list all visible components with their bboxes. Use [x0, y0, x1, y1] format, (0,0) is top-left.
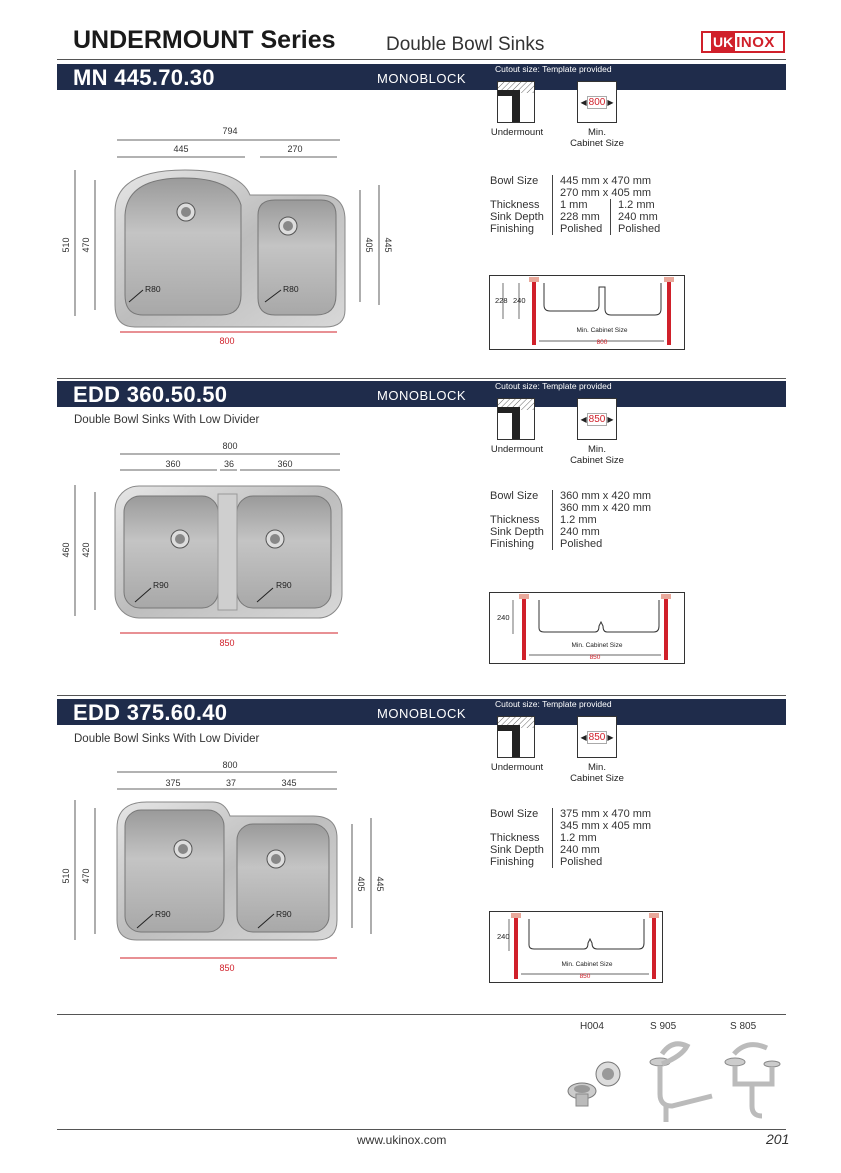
cabinet-size-label: Cabinet Size: [570, 773, 624, 784]
dim-overall-width: 794: [222, 126, 238, 136]
section-depth-right: 240: [497, 932, 510, 941]
undermount-icon: [497, 398, 535, 440]
undermount-icon: [497, 716, 535, 758]
section-diagram: [489, 911, 663, 983]
cabinet-value: 850: [588, 731, 606, 743]
spec-thickness-label: Thickness: [490, 199, 540, 211]
min-cabinet-icon: ◀ 850 ▶: [577, 716, 617, 758]
spec-thickness-value: 1.2 mm: [560, 832, 597, 844]
section-divider: [57, 378, 786, 379]
spec-divider: [610, 199, 611, 235]
min-label: Min.: [588, 762, 606, 773]
section-divider: [57, 1014, 786, 1015]
dim-cabinet: 850: [219, 638, 235, 648]
dim-bowl2-width: 345: [281, 778, 297, 788]
product-code: MN 445.70.30: [73, 65, 215, 90]
dim-bowl1-height: 420: [81, 542, 91, 558]
dim-cabinet: 800: [219, 336, 235, 346]
spec-bowl-value-2: 360 mm x 420 mm: [560, 502, 652, 514]
product-subtitle: Double Bowl Sinks With Low Divider: [74, 414, 260, 426]
dim-right-height: 445: [375, 876, 385, 892]
cutout-note: Cutout size: Template provided: [495, 381, 612, 391]
min-cabinet-label: [566, 444, 628, 466]
cutout-note: Cutout size: Template provided: [495, 699, 612, 709]
dim-bowl1-width: 445: [173, 144, 189, 154]
spec-bowl-label: Bowl Size: [490, 490, 539, 502]
spec-depth-value: 240 mm: [560, 844, 600, 856]
section-divider: [57, 695, 786, 696]
spec-divider: [552, 490, 553, 550]
section-diagram: [489, 592, 685, 664]
min-cabinet-icon: ◀ 800 ▶: [577, 81, 617, 123]
spec-thickness-value-2: 1.2 mm: [618, 199, 655, 211]
spec-depth-value-2: 240 mm: [618, 211, 658, 223]
cabinet-size-label: Cabinet Size: [570, 138, 624, 149]
min-cabinet-label: [566, 762, 628, 784]
cabinet-value: 850: [588, 413, 606, 425]
dim-gap: 37: [225, 778, 237, 788]
dim-outer-height: 510: [61, 868, 71, 884]
dim-right-height: 445: [383, 237, 393, 253]
min-label: Min.: [588, 127, 606, 138]
radius-label: R80: [283, 284, 299, 294]
spec-thickness-value: 1 mm: [560, 199, 588, 211]
spec-bowl-label: Bowl Size: [490, 175, 539, 187]
brand-logo: [701, 31, 785, 53]
dim-bowl2-width: 360: [277, 459, 293, 469]
cabinet-size-label: Cabinet Size: [570, 455, 624, 466]
product-type: MONOBLOCK: [377, 71, 467, 86]
page-title: UNDERMOUNT Series: [73, 26, 336, 54]
page-subtitle: Double Bowl Sinks: [386, 34, 545, 55]
dim-bowl1-width: 375: [165, 778, 181, 788]
cutout-note: Cutout size: Template provided: [495, 64, 612, 74]
spec-finish-value: Polished: [560, 538, 603, 550]
spec-bowl-value-2: 345 mm x 405 mm: [560, 820, 652, 832]
footer-url[interactable]: www.ukinox.com: [357, 1133, 447, 1147]
page-number: 201: [766, 1131, 790, 1147]
section-value: 850: [579, 973, 591, 980]
section-diagram: [489, 275, 685, 350]
spec-bowl-label: Bowl Size: [490, 808, 539, 820]
spec-depth-value: 228 mm: [560, 211, 600, 223]
spec-finish-value: Polished: [560, 223, 603, 235]
dim-outer-height: 460: [61, 542, 71, 558]
dim-cabinet: 850: [219, 963, 235, 973]
spec-depth-value: 240 mm: [560, 526, 600, 538]
spec-divider: [552, 808, 553, 868]
section-label: Min. Cabinet Size: [576, 327, 628, 334]
logo-inox: INOX: [736, 33, 775, 51]
spec-thickness-label: Thickness: [490, 514, 540, 526]
min-cabinet-icon: ◀ 850 ▶: [577, 398, 617, 440]
spec-table: [490, 490, 670, 550]
spec-bowl-value: 360 mm x 420 mm: [560, 490, 652, 502]
radius-label: R90: [155, 909, 171, 919]
section-depth-left: 228: [495, 296, 508, 305]
radius-label: R80: [145, 284, 161, 294]
spec-table: [490, 175, 670, 235]
spec-depth-label: Sink Depth: [490, 844, 544, 856]
spec-thickness-label: Thickness: [490, 832, 540, 844]
dim-bowl2-width: 270: [287, 144, 303, 154]
dim-overall-width: 800: [222, 760, 238, 770]
radius-label: R90: [153, 580, 169, 590]
dim-outer-height: 510: [61, 237, 71, 253]
double-waste-trap-icon: [725, 1045, 780, 1116]
product-code: EDD 375.60.40: [73, 700, 228, 725]
dim-bowl2-height: 405: [356, 876, 366, 892]
waste-trap-icon: [650, 1044, 712, 1122]
accessory-label: H004: [580, 1021, 604, 1032]
spec-bowl-value: 375 mm x 470 mm: [560, 808, 652, 820]
spec-finish-value: Polished: [560, 856, 603, 868]
radius-label: R90: [276, 580, 292, 590]
spec-table: [490, 808, 670, 868]
spec-finish-label: Finishing: [490, 223, 535, 235]
footer-divider: [57, 1129, 786, 1130]
spec-bowl-value: 445 mm x 470 mm: [560, 175, 652, 187]
dim-bowl1-height: 470: [81, 237, 91, 253]
spec-thickness-value: 1.2 mm: [560, 514, 597, 526]
product-subtitle: Double Bowl Sinks With Low Divider: [74, 733, 260, 745]
spec-bowl-value-2: 270 mm x 405 mm: [560, 187, 652, 199]
section-value: 850: [589, 654, 601, 661]
header-divider: [57, 59, 786, 60]
undermount-label: Undermount: [490, 762, 544, 773]
spec-depth-label: Sink Depth: [490, 211, 544, 223]
product-code: EDD 360.50.50: [73, 382, 228, 407]
spec-depth-label: Sink Depth: [490, 526, 544, 538]
section-label: Min. Cabinet Size: [561, 961, 613, 968]
spec-finish-label: Finishing: [490, 538, 535, 550]
section-label: Min. Cabinet Size: [571, 642, 623, 649]
spec-finish-label: Finishing: [490, 856, 535, 868]
section-depth-right: 240: [513, 296, 526, 305]
product-type: MONOBLOCK: [377, 388, 467, 403]
dim-bowl1-width: 360: [165, 459, 181, 469]
logo-uk: UK: [713, 34, 734, 50]
accessory-label: S 805: [730, 1021, 757, 1032]
product-band: [57, 381, 786, 407]
accessories-image: [562, 1034, 792, 1126]
dim-bowl1-height: 470: [81, 868, 91, 884]
undermount-icon: [497, 81, 535, 123]
dim-bowl2-height: 405: [364, 237, 374, 253]
spec-divider: [552, 175, 553, 235]
dim-overall-width: 800: [222, 441, 238, 451]
min-cabinet-label: [566, 127, 628, 149]
strainer-icon: [568, 1062, 620, 1106]
spec-finish-value-2: Polished: [618, 223, 661, 235]
radius-label: R90: [276, 909, 292, 919]
product-type: MONOBLOCK: [377, 706, 467, 721]
product-band: [57, 699, 786, 725]
dim-gap: 36: [223, 459, 235, 469]
min-label: Min.: [588, 444, 606, 455]
section-depth-right: 240: [497, 613, 510, 622]
undermount-label: Undermount: [490, 444, 544, 455]
sink-drawing: [55, 758, 400, 983]
undermount-label: Undermount: [490, 127, 544, 138]
sink-drawing: [55, 440, 400, 655]
section-value: 800: [596, 339, 608, 346]
sink-drawing: [55, 120, 400, 350]
accessory-label: S 905: [650, 1021, 677, 1032]
cabinet-value: 800: [588, 96, 606, 108]
product-band: [57, 64, 786, 90]
